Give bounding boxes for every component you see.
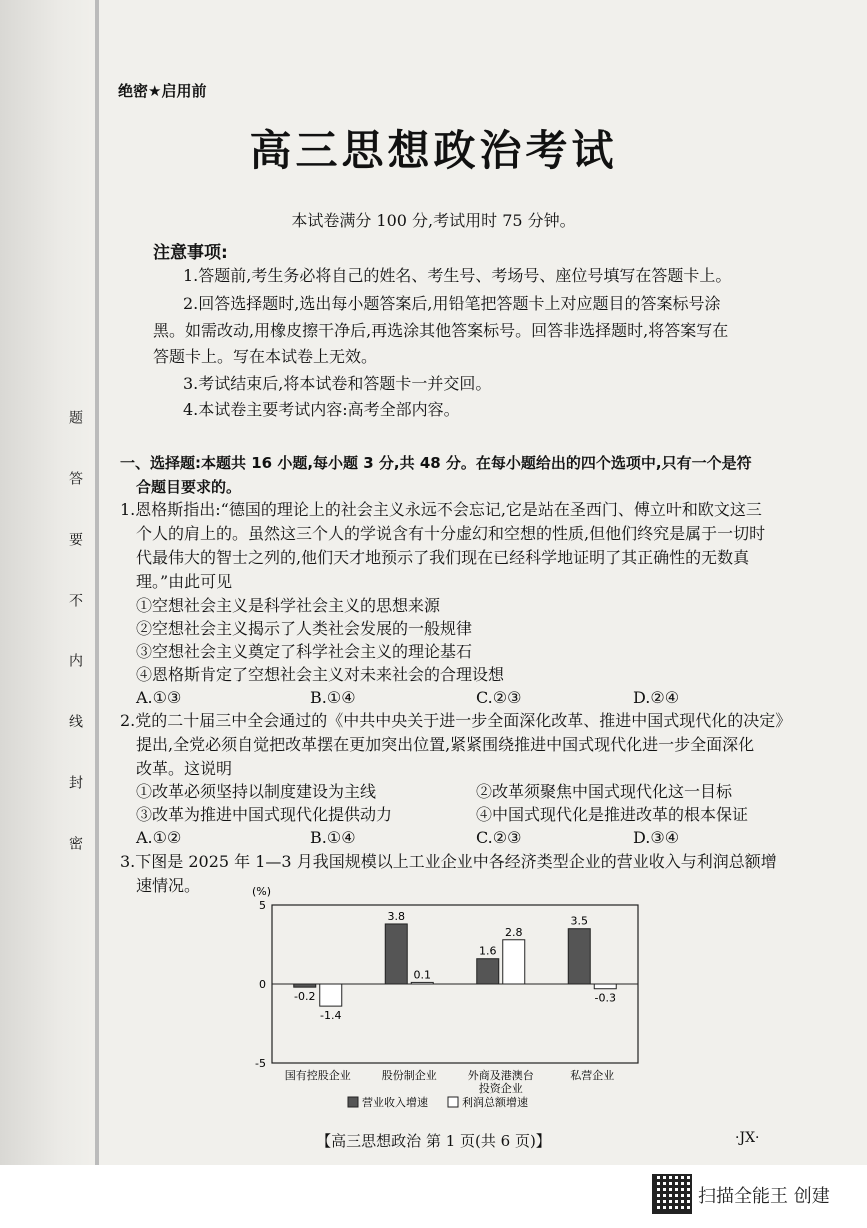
page-footer: 【高三思想政治 第 1 页(共 6 页)】: [316, 1132, 551, 1150]
exam-subtitle: 本试卷满分 100 分,考试用时 75 分钟。: [291, 211, 576, 230]
bar: [411, 982, 433, 984]
notice-line: 1.答题前,考生务必将自己的姓名、考生号、考场号、座位号填写在答题卡上。: [183, 266, 732, 285]
binding-char: 不: [67, 592, 83, 607]
question-2-item: ③改革为推进中国式现代化提供动力: [136, 805, 393, 824]
y-tick-label: 0: [259, 978, 266, 991]
binding-char: 答: [67, 470, 83, 485]
question-1-option-c: C.②③: [476, 688, 522, 707]
question-1-item: ①空想社会主义是科学社会主义的思想来源: [136, 596, 441, 615]
question-2-option-d: D.③④: [633, 828, 680, 847]
binding-char: 内: [67, 653, 83, 668]
x-tick-label: 股份制企业: [381, 1069, 437, 1082]
legend-swatch: [348, 1097, 358, 1107]
question-2-option-a: A.①②: [136, 828, 182, 847]
notice-heading: 注意事项:: [153, 243, 228, 263]
bar: [294, 984, 316, 987]
question-2-item: ④中国式现代化是推进改革的根本保证: [476, 805, 749, 824]
question-1-item: ②空想社会主义揭示了人类社会发展的一般规律: [136, 619, 473, 638]
binding-char: 封: [67, 775, 83, 790]
question-2-item: ①改革必须坚持以制度建设为主线: [136, 782, 377, 801]
bar: [477, 959, 499, 984]
bar: [568, 929, 590, 984]
question-2-item: ②改革须聚焦中国式现代化这一目标: [476, 782, 733, 801]
legend-swatch: [448, 1097, 458, 1107]
qr-code-icon: [652, 1174, 692, 1214]
data-label: 3.8: [387, 909, 405, 923]
question-1-option-b: B.①④: [310, 688, 356, 707]
notice-line: 4.本试卷主要考试内容:高考全部内容。: [183, 400, 460, 419]
question-3-stem: 3.下图是 2025 年 1—3 月我国规模以上工业企业中各经济类型企业的营业收入与利润总额增: [120, 852, 777, 871]
notice-line: 3.考试结束后,将本试卷和答题卡一并交回。: [183, 374, 492, 393]
data-label: 1.6: [479, 944, 497, 958]
question-2-option-b: B.①④: [310, 828, 356, 847]
bar: [320, 984, 342, 1006]
bar: [503, 940, 525, 984]
binding-char: 密: [67, 835, 83, 850]
x-tick-label: 私营企业: [570, 1069, 615, 1082]
data-label: 3.5: [570, 914, 588, 928]
question-2-option-c: C.②③: [476, 828, 522, 847]
data-label: 0.1: [413, 968, 431, 982]
question-2-stem: 提出,全党必须自觉把改革摆在更加突出位置,紧紧围绕推进中国式现代化进一步全面深化: [136, 735, 755, 754]
legend-label: 营业收入增速: [362, 1096, 428, 1109]
question-2-stem: 2.党的二十届三中全会通过的《中共中央关于进一步全面深化改革、推进中国式现代化的决定》: [120, 711, 792, 730]
question-1-stem: 个人的肩上的。虽然这三个人的学说含有十分虚幻和空想的性质,但他们终究是属于一切时: [136, 524, 766, 543]
question-2-stem: 改革。这说明: [136, 759, 233, 778]
binding-char: 题: [67, 410, 83, 424]
data-label: -1.4: [320, 1009, 342, 1023]
section-heading: 合题目要求的。: [136, 478, 242, 496]
question-3-stem: 速情况。: [136, 876, 201, 895]
question-1-item: ③空想社会主义奠定了科学社会主义的理论基石: [136, 642, 473, 661]
y-tick-label: 5: [259, 899, 266, 912]
footer-code: ·JX·: [735, 1130, 760, 1146]
bar: [385, 924, 407, 984]
question-1-stem: 理。”由此可见: [136, 572, 233, 591]
question-1-option-a: A.①③: [136, 688, 182, 707]
question-1-stem: 1.恩格斯指出:“德国的理论上的社会主义永远不会忘记,它是站在圣西门、傅立叶和欧文这三: [120, 500, 762, 519]
data-label: -0.3: [594, 991, 616, 1005]
binding-line-notice: [65, 410, 85, 850]
question-1-option-d: D.②④: [633, 688, 680, 707]
question-1-item: ④恩格斯肯定了空想社会主义对未来社会的合理设想: [136, 665, 505, 684]
bar: [594, 984, 616, 989]
data-label: 2.8: [505, 925, 523, 939]
notice-line: 2.回答选择题时,选出每小题答案后,用铅笔把答题卡上对应题目的答案标号涂: [183, 294, 721, 313]
y-axis-unit: (%): [252, 885, 272, 898]
data-label: -0.2: [294, 990, 316, 1004]
section-heading: 一、选择题:本题共 16 小题,每小题 3 分,共 48 分。在每小题给出的四个选项中,只有一个是符: [120, 454, 752, 472]
growth-bar-chart: [240, 880, 650, 1120]
scanner-watermark: 扫描全能王 创建: [698, 1186, 830, 1207]
binding-char: 线: [67, 714, 83, 729]
x-tick-label: 投资企业: [478, 1082, 523, 1095]
exam-title: 高三思想政治考试: [249, 126, 618, 175]
notice-line: 答题卡上。写在本试卷上无效。: [153, 347, 378, 366]
confidential-mark: 绝密★启用前: [118, 82, 207, 100]
x-tick-label: 国有控股企业: [284, 1069, 351, 1082]
notice-line: 黑。如需改动,用橡皮擦干净后,再选涂其他答案标号。回答非选择题时,将答案写在: [153, 321, 729, 340]
y-tick-label: -5: [255, 1057, 266, 1070]
binding-char: 要: [67, 531, 83, 546]
x-tick-label: 外商及港澳台: [467, 1069, 534, 1082]
legend-label: 利润总额增速: [462, 1096, 528, 1109]
question-1-stem: 代最伟大的智士之列的,他们天才地预示了我们现在已经科学地证明了其正确性的无数真: [136, 548, 750, 567]
